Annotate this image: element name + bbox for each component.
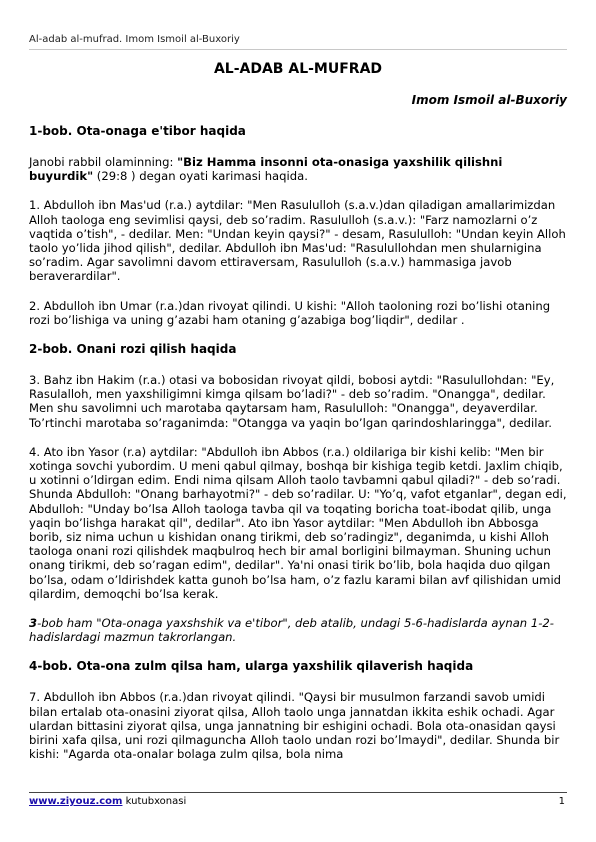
hadith-3: 3. Bahz ibn Hakim (r.a.) otasi va bobosidan rivoyat qildi, bobosi aytdi: "Rasulullohdan: "Ey, Rasulalloh, men yaxshiligimni kimga qilsam bo’ladi?" - deb so’radim. "Onangga", dedilar. Men shu savolimni uch marotaba qaytarsam ham, Rasululloh: "Onangga", deyaverdilar. To’rtinchi marotaba so’raganimda: "Otangga va yaqin bo’lgan qarindoshlaringga", dedilar. [29, 373, 555, 430]
chapter-2-heading: 2-bob. Onani rozi qilish haqida [29, 342, 237, 357]
chapter-4-heading: 4-bob. Ota-ona zulm qilsa ham, ularga yaxshilik qilaverish haqida [29, 659, 474, 674]
intro-paragraph [29, 155, 567, 183]
document-author: Imom Ismoil al-Buxoriy [411, 93, 567, 107]
intro-before: Janobi rabbil olaminning: [29, 155, 178, 169]
footer-label: kutubxonasi [122, 796, 187, 807]
footer-source [29, 796, 186, 807]
chapter-3-note-number: 3 [29, 616, 38, 631]
page-number: 1 [558, 796, 565, 807]
chapter-3-note [29, 616, 567, 644]
hadith-7: 7. Abdulloh ibn Abbos (r.a.)dan rivoyat qilindi. "Qaysi bir musulmon farzandi savob umidi bilan ertalab ota-onasini ziyorat qilsa, Alloh taolo unga jannatdan ikkita eshik ochadi. Agar ulardan bittasini ziyorat qilsa, unga jannatning bir eshigini ochadi. Bola ota-onasidan qaysi birini xafa qilsa, uni rozi qilmaguncha Alloh taolo undan rozi bo’lmaydi", dedilar. Shunda bir kishi: "Agarda ota-onalar bolaga zulm qilsa, bola nima [29, 690, 560, 762]
footer-site-link[interactable]: www.ziyouz.com [29, 796, 123, 807]
intro-after: (29:8 ) degan oyati karimasi haqida. [93, 169, 308, 184]
document-body [29, 61, 567, 777]
hadith-1: 1. Abdulloh ibn Mas'ud (r.a.) aytdilar: "Men Rasululloh (s.a.v.)dan qiladigan amallarimizdan Alloh taologa eng sevimlisi qaysi, deb so’radim. Rasululloh (s.a.v.): "Farz namozlarni o’z vaqtida o’tish", - dedilar. Men: "Undan keyin qaysi?" - desam, Rasululloh: "Undan keyin Alloh taolo yo’lida jihod qilish", dedilar. Abdulloh ibn Mas'ud: "Rasulullohdan men shularnigina so’radim. Agar savolimni davom ettiraversam, Rasululloh (s.a.v.) hammasiga javob beraverardilar". [29, 198, 566, 284]
document-title: AL-ADAB AL-MUFRAD [213, 61, 383, 77]
intro-quote: "Biz Hamma insonni ota-onasiga yaxshilik qilishni buyurdik" [29, 155, 503, 184]
running-header: Al-adab al-mufrad. Imom Ismoil al-Buxoriy [29, 34, 567, 50]
hadith-2: 2. Abdulloh ibn Umar (r.a.)dan rivoyat qilindi. U kishi: "Alloh taoloning rozi bo’lishi otaning rozi bo’lishiga va uning g’azabi ham otaning g’azabiga bog’liqdir", dedilar . [29, 298, 551, 327]
chapter-1-heading: 1-bob. Ota-onaga e'tibor haqida [29, 124, 246, 138]
hadith-4: 4. Ato ibn Yasor (r.a) aytdilar: "Abdulloh ibn Abbos (r.a.) oldilariga bir kishi kelib: "Men bir xotinga sovchi yubordim. U meni qabul qilmay, boshqa bir kishiga tegib ketdi. Jaxlim chiqib, u xotinni o’ldirgan edim. Endi nima qilsam Alloh taolo tavbamni qabul qiladi?" - deb so’radi. Shunda Abdulloh: "Onang barhayotmi?" - deb so’radilar. U: "Yo’q, vafot etganlar", degan edi, Abdulloh: "Unday bo’lsa Alloh taologa tavba qil va toqating boricha toat-ibodat qilib, unga yaqin bo’lishga harakat qil", dedilar". Ato ibn Yasor aytdilar: "Men Abdulloh ibn Abbosga borib, siz nima uchun u kishidan onang tirikmi, deb so’radingiz", deganimda, u kishi Alloh taologa onani rozi qilishdek maqbulroq hech bir amal borligini bilmayman. Shuning uchun onang tirikmi, deb so’ragan edim", dedilar". Ya'ni onasi tirik bo’lib, bola haqida duo qilgan bo’lsa, odam o’ldirishdek katta gunoh bo’lsa ham, o’z fazlu karami bilan avf qilishidan umid qilardim, demoqchi bo’lsa kerak. [29, 444, 567, 601]
page-footer [29, 792, 567, 807]
chapter-3-note-text: -bob ham "Ota-onaga yaxshshik va e'tibor", deb atalib, undagi 5-6-hadislarda aynan 1-2-hadislardagi mazmun takrorlangan. [29, 616, 554, 645]
